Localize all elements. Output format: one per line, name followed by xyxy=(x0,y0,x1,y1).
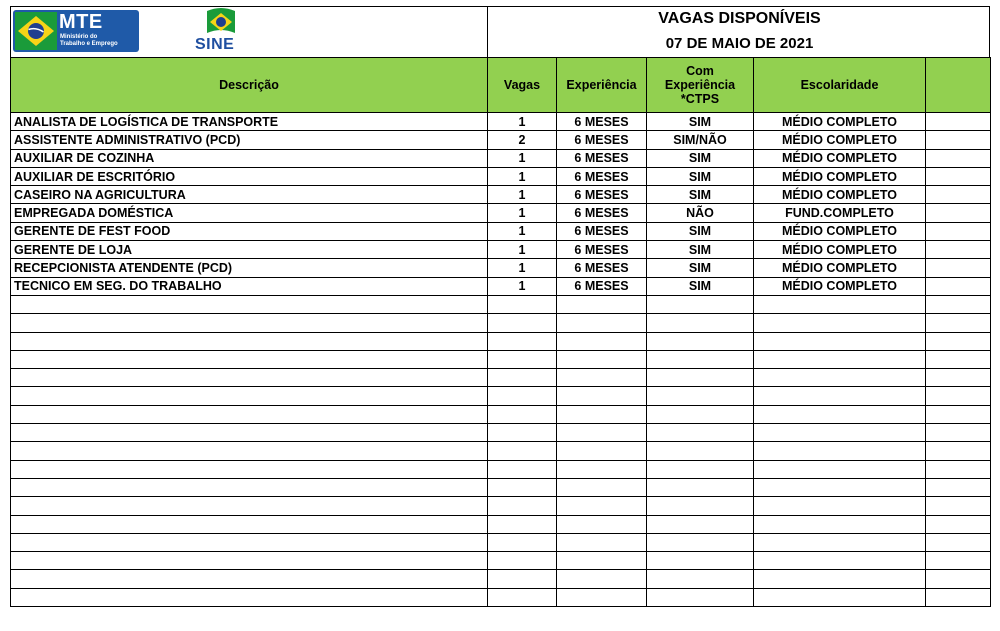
empty-cell xyxy=(754,405,926,423)
empty-cell xyxy=(11,552,488,570)
empty-table-row xyxy=(11,332,991,350)
empty-cell xyxy=(488,314,557,332)
cell-descricao: ANALISTA DE LOGÍSTICA DE TRANSPORTE xyxy=(11,113,488,131)
empty-cell xyxy=(11,314,488,332)
empty-cell xyxy=(647,570,754,588)
column-header-com-experiencia-line1: Com xyxy=(686,64,714,78)
cell-escolaridade: MÉDIO COMPLETO xyxy=(754,149,926,167)
empty-cell xyxy=(926,460,991,478)
cell-ctps: SIM xyxy=(647,113,754,131)
empty-cell xyxy=(11,387,488,405)
empty-cell xyxy=(647,478,754,496)
cell-extra xyxy=(926,167,991,185)
cell-extra xyxy=(926,113,991,131)
empty-table-row xyxy=(11,405,991,423)
mte-logo-subtitle-line1: Ministério do xyxy=(60,34,98,40)
empty-cell xyxy=(11,478,488,496)
cell-ctps: SIM xyxy=(647,149,754,167)
cell-vagas: 1 xyxy=(488,204,557,222)
empty-cell xyxy=(488,570,557,588)
empty-cell xyxy=(557,570,647,588)
table-body xyxy=(11,113,991,607)
empty-cell xyxy=(557,405,647,423)
cell-vagas: 1 xyxy=(488,167,557,185)
empty-table-row xyxy=(11,478,991,496)
mte-logo-subtitle xyxy=(60,34,139,48)
empty-cell xyxy=(926,369,991,387)
empty-cell xyxy=(488,588,557,606)
empty-cell xyxy=(11,295,488,313)
empty-table-row xyxy=(11,460,991,478)
empty-cell xyxy=(754,295,926,313)
cell-ctps: SIM xyxy=(647,186,754,204)
empty-cell xyxy=(488,552,557,570)
empty-cell xyxy=(488,424,557,442)
empty-cell xyxy=(926,442,991,460)
cell-experiencia: 6 MESES xyxy=(557,241,647,259)
empty-cell xyxy=(488,369,557,387)
empty-cell xyxy=(926,387,991,405)
empty-cell xyxy=(754,460,926,478)
table-row xyxy=(11,204,991,222)
empty-cell xyxy=(926,588,991,606)
sine-flag-icon xyxy=(203,7,239,37)
cell-experiencia: 6 MESES xyxy=(557,167,647,185)
cell-escolaridade: MÉDIO COMPLETO xyxy=(754,241,926,259)
empty-cell xyxy=(647,515,754,533)
column-header-escolaridade: Escolaridade xyxy=(754,58,926,113)
cell-ctps: SIM/NÃO xyxy=(647,131,754,149)
empty-cell xyxy=(557,478,647,496)
page-title: VAGAS DISPONÍVEIS xyxy=(658,10,821,27)
column-header-vagas: Vagas xyxy=(488,58,557,113)
column-header-extra xyxy=(926,58,991,113)
empty-cell xyxy=(557,588,647,606)
cell-experiencia: 6 MESES xyxy=(557,186,647,204)
empty-cell xyxy=(754,387,926,405)
empty-cell xyxy=(647,405,754,423)
empty-cell xyxy=(926,350,991,368)
cell-ctps: SIM xyxy=(647,241,754,259)
empty-cell xyxy=(926,314,991,332)
cell-extra xyxy=(926,204,991,222)
cell-extra xyxy=(926,149,991,167)
empty-cell xyxy=(11,460,488,478)
mte-logo xyxy=(13,10,139,52)
empty-cell xyxy=(557,295,647,313)
cell-extra xyxy=(926,259,991,277)
empty-cell xyxy=(488,332,557,350)
cell-vagas: 1 xyxy=(488,113,557,131)
empty-cell xyxy=(488,497,557,515)
empty-cell xyxy=(754,442,926,460)
cell-descricao: GERENTE DE LOJA xyxy=(11,241,488,259)
cell-vagas: 2 xyxy=(488,131,557,149)
empty-cell xyxy=(926,295,991,313)
cell-experiencia: 6 MESES xyxy=(557,131,647,149)
cell-vagas: 1 xyxy=(488,277,557,295)
mte-logo-subtitle-line2: Trabalho e Emprego xyxy=(60,41,118,47)
cell-ctps: NÃO xyxy=(647,204,754,222)
empty-cell xyxy=(557,515,647,533)
empty-cell xyxy=(11,515,488,533)
empty-cell xyxy=(647,314,754,332)
empty-cell xyxy=(11,332,488,350)
empty-cell xyxy=(11,350,488,368)
cell-escolaridade: MÉDIO COMPLETO xyxy=(754,259,926,277)
empty-cell xyxy=(11,405,488,423)
cell-descricao: TECNICO EM SEG. DO TRABALHO xyxy=(11,277,488,295)
cell-escolaridade: FUND.COMPLETO xyxy=(754,204,926,222)
empty-table-row xyxy=(11,570,991,588)
cell-descricao: EMPREGADA DOMÉSTICA xyxy=(11,204,488,222)
cell-vagas: 1 xyxy=(488,186,557,204)
empty-table-row xyxy=(11,295,991,313)
mte-logo-name: MTE xyxy=(59,11,103,33)
empty-cell xyxy=(647,350,754,368)
column-header-experiencia: Experiência xyxy=(557,58,647,113)
empty-cell xyxy=(557,332,647,350)
table-row xyxy=(11,131,991,149)
empty-cell xyxy=(647,295,754,313)
empty-cell xyxy=(488,405,557,423)
empty-cell xyxy=(11,424,488,442)
empty-cell xyxy=(557,442,647,460)
jobs-table xyxy=(10,57,991,607)
empty-cell xyxy=(647,460,754,478)
empty-table-row xyxy=(11,369,991,387)
table-row xyxy=(11,113,991,131)
empty-cell xyxy=(754,314,926,332)
sine-logo-name: SINE xyxy=(195,36,235,53)
empty-cell xyxy=(557,424,647,442)
title-block xyxy=(487,7,991,57)
empty-table-row xyxy=(11,442,991,460)
empty-cell xyxy=(926,332,991,350)
sheet-header xyxy=(10,6,990,57)
empty-cell xyxy=(754,533,926,551)
empty-cell xyxy=(557,552,647,570)
empty-cell xyxy=(647,497,754,515)
empty-cell xyxy=(488,478,557,496)
cell-vagas: 1 xyxy=(488,222,557,240)
cell-extra xyxy=(926,241,991,259)
table-row xyxy=(11,186,991,204)
column-header-com-experiencia xyxy=(647,58,754,113)
empty-cell xyxy=(926,424,991,442)
page-date: 07 DE MAIO DE 2021 xyxy=(665,35,814,52)
cell-escolaridade: MÉDIO COMPLETO xyxy=(754,186,926,204)
empty-cell xyxy=(11,497,488,515)
table-row xyxy=(11,149,991,167)
empty-cell xyxy=(647,369,754,387)
empty-cell xyxy=(754,369,926,387)
empty-cell xyxy=(488,533,557,551)
cell-descricao: ASSISTENTE ADMINISTRATIVO (PCD) xyxy=(11,131,488,149)
empty-cell xyxy=(926,497,991,515)
empty-table-row xyxy=(11,588,991,606)
cell-extra xyxy=(926,277,991,295)
empty-table-row xyxy=(11,387,991,405)
empty-table-row xyxy=(11,314,991,332)
empty-cell xyxy=(488,460,557,478)
cell-escolaridade: MÉDIO COMPLETO xyxy=(754,222,926,240)
cell-experiencia: 6 MESES xyxy=(557,113,647,131)
job-listing-sheet xyxy=(10,6,990,607)
sine-logo xyxy=(195,7,255,57)
cell-vagas: 1 xyxy=(488,241,557,259)
cell-extra xyxy=(926,222,991,240)
empty-cell xyxy=(754,350,926,368)
table-row xyxy=(11,222,991,240)
empty-cell xyxy=(557,460,647,478)
empty-cell xyxy=(647,424,754,442)
cell-ctps: SIM xyxy=(647,222,754,240)
empty-cell xyxy=(754,515,926,533)
cell-vagas: 1 xyxy=(488,259,557,277)
brazil-flag-icon xyxy=(15,12,57,50)
cell-escolaridade: MÉDIO COMPLETO xyxy=(754,167,926,185)
cell-extra xyxy=(926,186,991,204)
empty-table-row xyxy=(11,533,991,551)
empty-cell xyxy=(557,387,647,405)
empty-cell xyxy=(754,424,926,442)
empty-cell xyxy=(647,387,754,405)
empty-table-row xyxy=(11,424,991,442)
empty-table-row xyxy=(11,350,991,368)
empty-cell xyxy=(926,570,991,588)
logo-area xyxy=(11,7,487,57)
empty-cell xyxy=(754,497,926,515)
table-row xyxy=(11,167,991,185)
cell-experiencia: 6 MESES xyxy=(557,149,647,167)
empty-table-row xyxy=(11,497,991,515)
empty-cell xyxy=(647,533,754,551)
empty-cell xyxy=(488,295,557,313)
column-header-com-experiencia-line2: Experiência xyxy=(664,78,736,92)
cell-extra xyxy=(926,131,991,149)
cell-descricao: AUXILIAR DE ESCRITÓRIO xyxy=(11,167,488,185)
empty-cell xyxy=(754,570,926,588)
empty-cell xyxy=(557,314,647,332)
empty-cell xyxy=(11,369,488,387)
empty-cell xyxy=(647,442,754,460)
empty-cell xyxy=(557,350,647,368)
cell-descricao: RECEPCIONISTA ATENDENTE (PCD) xyxy=(11,259,488,277)
empty-cell xyxy=(926,405,991,423)
empty-cell xyxy=(754,552,926,570)
cell-escolaridade: MÉDIO COMPLETO xyxy=(754,113,926,131)
cell-experiencia: 6 MESES xyxy=(557,222,647,240)
cell-descricao: GERENTE DE FEST FOOD xyxy=(11,222,488,240)
table-header-row xyxy=(11,58,991,113)
empty-cell xyxy=(647,332,754,350)
empty-cell xyxy=(926,515,991,533)
empty-cell xyxy=(647,552,754,570)
cell-vagas: 1 xyxy=(488,149,557,167)
cell-escolaridade: MÉDIO COMPLETO xyxy=(754,131,926,149)
empty-cell xyxy=(11,588,488,606)
cell-ctps: SIM xyxy=(647,259,754,277)
empty-cell xyxy=(557,369,647,387)
empty-cell xyxy=(926,552,991,570)
empty-cell xyxy=(754,478,926,496)
empty-table-row xyxy=(11,552,991,570)
empty-cell xyxy=(11,570,488,588)
table-row xyxy=(11,241,991,259)
column-header-com-experiencia-line3: *CTPS xyxy=(680,92,720,106)
empty-cell xyxy=(754,588,926,606)
cell-experiencia: 6 MESES xyxy=(557,259,647,277)
empty-table-row xyxy=(11,515,991,533)
column-header-descricao: Descrição xyxy=(11,58,488,113)
table-row xyxy=(11,277,991,295)
cell-descricao: AUXILIAR DE COZINHA xyxy=(11,149,488,167)
cell-escolaridade: MÉDIO COMPLETO xyxy=(754,277,926,295)
empty-cell xyxy=(11,533,488,551)
empty-cell xyxy=(647,588,754,606)
cell-ctps: SIM xyxy=(647,167,754,185)
empty-cell xyxy=(488,515,557,533)
cell-experiencia: 6 MESES xyxy=(557,277,647,295)
empty-cell xyxy=(488,442,557,460)
empty-cell xyxy=(488,350,557,368)
table-row xyxy=(11,259,991,277)
empty-cell xyxy=(557,533,647,551)
empty-cell xyxy=(926,478,991,496)
cell-experiencia: 6 MESES xyxy=(557,204,647,222)
empty-cell xyxy=(557,497,647,515)
empty-cell xyxy=(754,332,926,350)
cell-ctps: SIM xyxy=(647,277,754,295)
empty-cell xyxy=(926,533,991,551)
cell-descricao: CASEIRO NA AGRICULTURA xyxy=(11,186,488,204)
empty-cell xyxy=(11,442,488,460)
empty-cell xyxy=(488,387,557,405)
